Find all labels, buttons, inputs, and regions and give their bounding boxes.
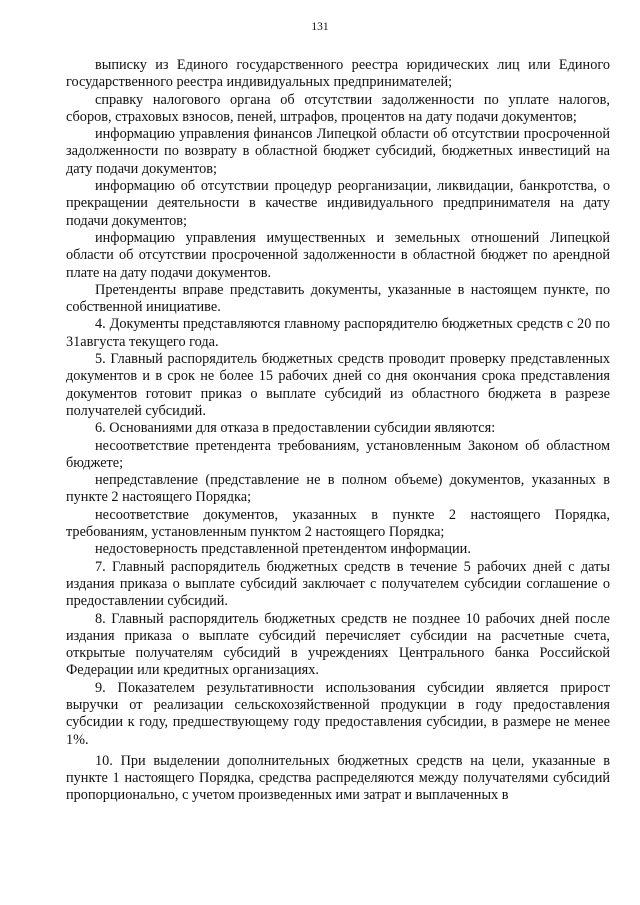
page-number: 131 [311, 21, 329, 33]
paragraph-tax-certificate: справку налогового органа об отсутствии задолженности по уплате налогов, сборов, страховых взносов, пеней, штрафов, процентов на дату подачи документов; [66, 91, 610, 125]
paragraph-refusal-reason-1: несоответствие претендента требованиям, установленным Законом об областном бюджете; [66, 437, 610, 471]
paragraph-reorganization-info: информацию об отсутствии процедур реорганизации, ликвидации, банкротства, о прекращении деятельности в качестве индивидуального предпринимателя на дату подачи документов; [66, 178, 610, 229]
paragraph-finance-info: информацию управления финансов Липецкой области об отсутствии просроченной задолженности по возврату в областной бюджет субсидий, бюджетных инвестиций на дату подачи документов; [66, 126, 610, 177]
paragraph-property-relations-info: информацию управления имущественных и земельных отношений Липецкой области об отсутствии просроченной задолженности в областной бюджет по арендной плате на дату подачи документов. [66, 229, 610, 281]
paragraph-refusal-reason-4: недостоверность представленной претендентом информации. [95, 541, 471, 558]
paragraph-item-7: 7. Главный распорядитель бюджетных средств в течение 5 рабочих дней с даты издания приказа о выплате субсидий заключает с получателем субсидии соглашение о предоставлении субсидий. [66, 558, 610, 610]
paragraph-item-8: 8. Главный распорядитель бюджетных средств не позднее 10 рабочих дней после издания приказа о выплате субсидий перечисляет субсидии на расчетные счета, открытые получателям субсидий в учреждениях Центрального банка Российской Федерации или кредитных организациях. [66, 610, 610, 679]
paragraph-item-5: 5. Главный распорядитель бюджетных средств проводит проверку представленных документов и в срок не более 15 рабочих дней со дня окончания срока представления документов готовит приказ о выплате субсидий из областного бюджета в разрезе получателей субсидий. [66, 351, 610, 419]
paragraph-egrul-extract: выписку из Единого государственного реестра юридических лиц или Единого государственного реестра индивидуальных предпринимателей; [66, 57, 610, 91]
paragraph-item-6: 6. Основаниями для отказа в предоставлении субсидии являются: [95, 420, 496, 437]
paragraph-own-initiative: Претенденты вправе представить документы, указанные в настоящем пункте, по собственной инициативе. [66, 281, 610, 316]
paragraph-item-9: 9. Показателем результативности использования субсидии является прирост выручки от реализации сельскохозяйственной продукции в году предоставления субсидии к году, предшествующему году предоставления субсидии, в размере не менее 1%. [66, 679, 610, 748]
paragraph-refusal-reason-2: непредставление (представление не в полном объеме) документов, указанных в пункте 2 настоящего Порядка; [66, 472, 610, 506]
paragraph-refusal-reason-3: несоответствие документов, указанных в пункте 2 настоящего Порядка, требованиям, установленным пунктом 2 настоящего Порядка; [66, 506, 610, 541]
paragraph-item-10: 10. При выделении дополнительных бюджетных средств на цели, указанные в пункте 1 настоящего Порядка, средства распределяются между получателями субсидий пропорционально, с учетом произведенных ими затрат и выплаченных в [66, 752, 610, 804]
document-body [66, 57, 610, 805]
paragraph-item-4: 4. Документы представляются главному распорядителю бюджетных средств с 20 по 31августа текущего года. [66, 316, 610, 350]
